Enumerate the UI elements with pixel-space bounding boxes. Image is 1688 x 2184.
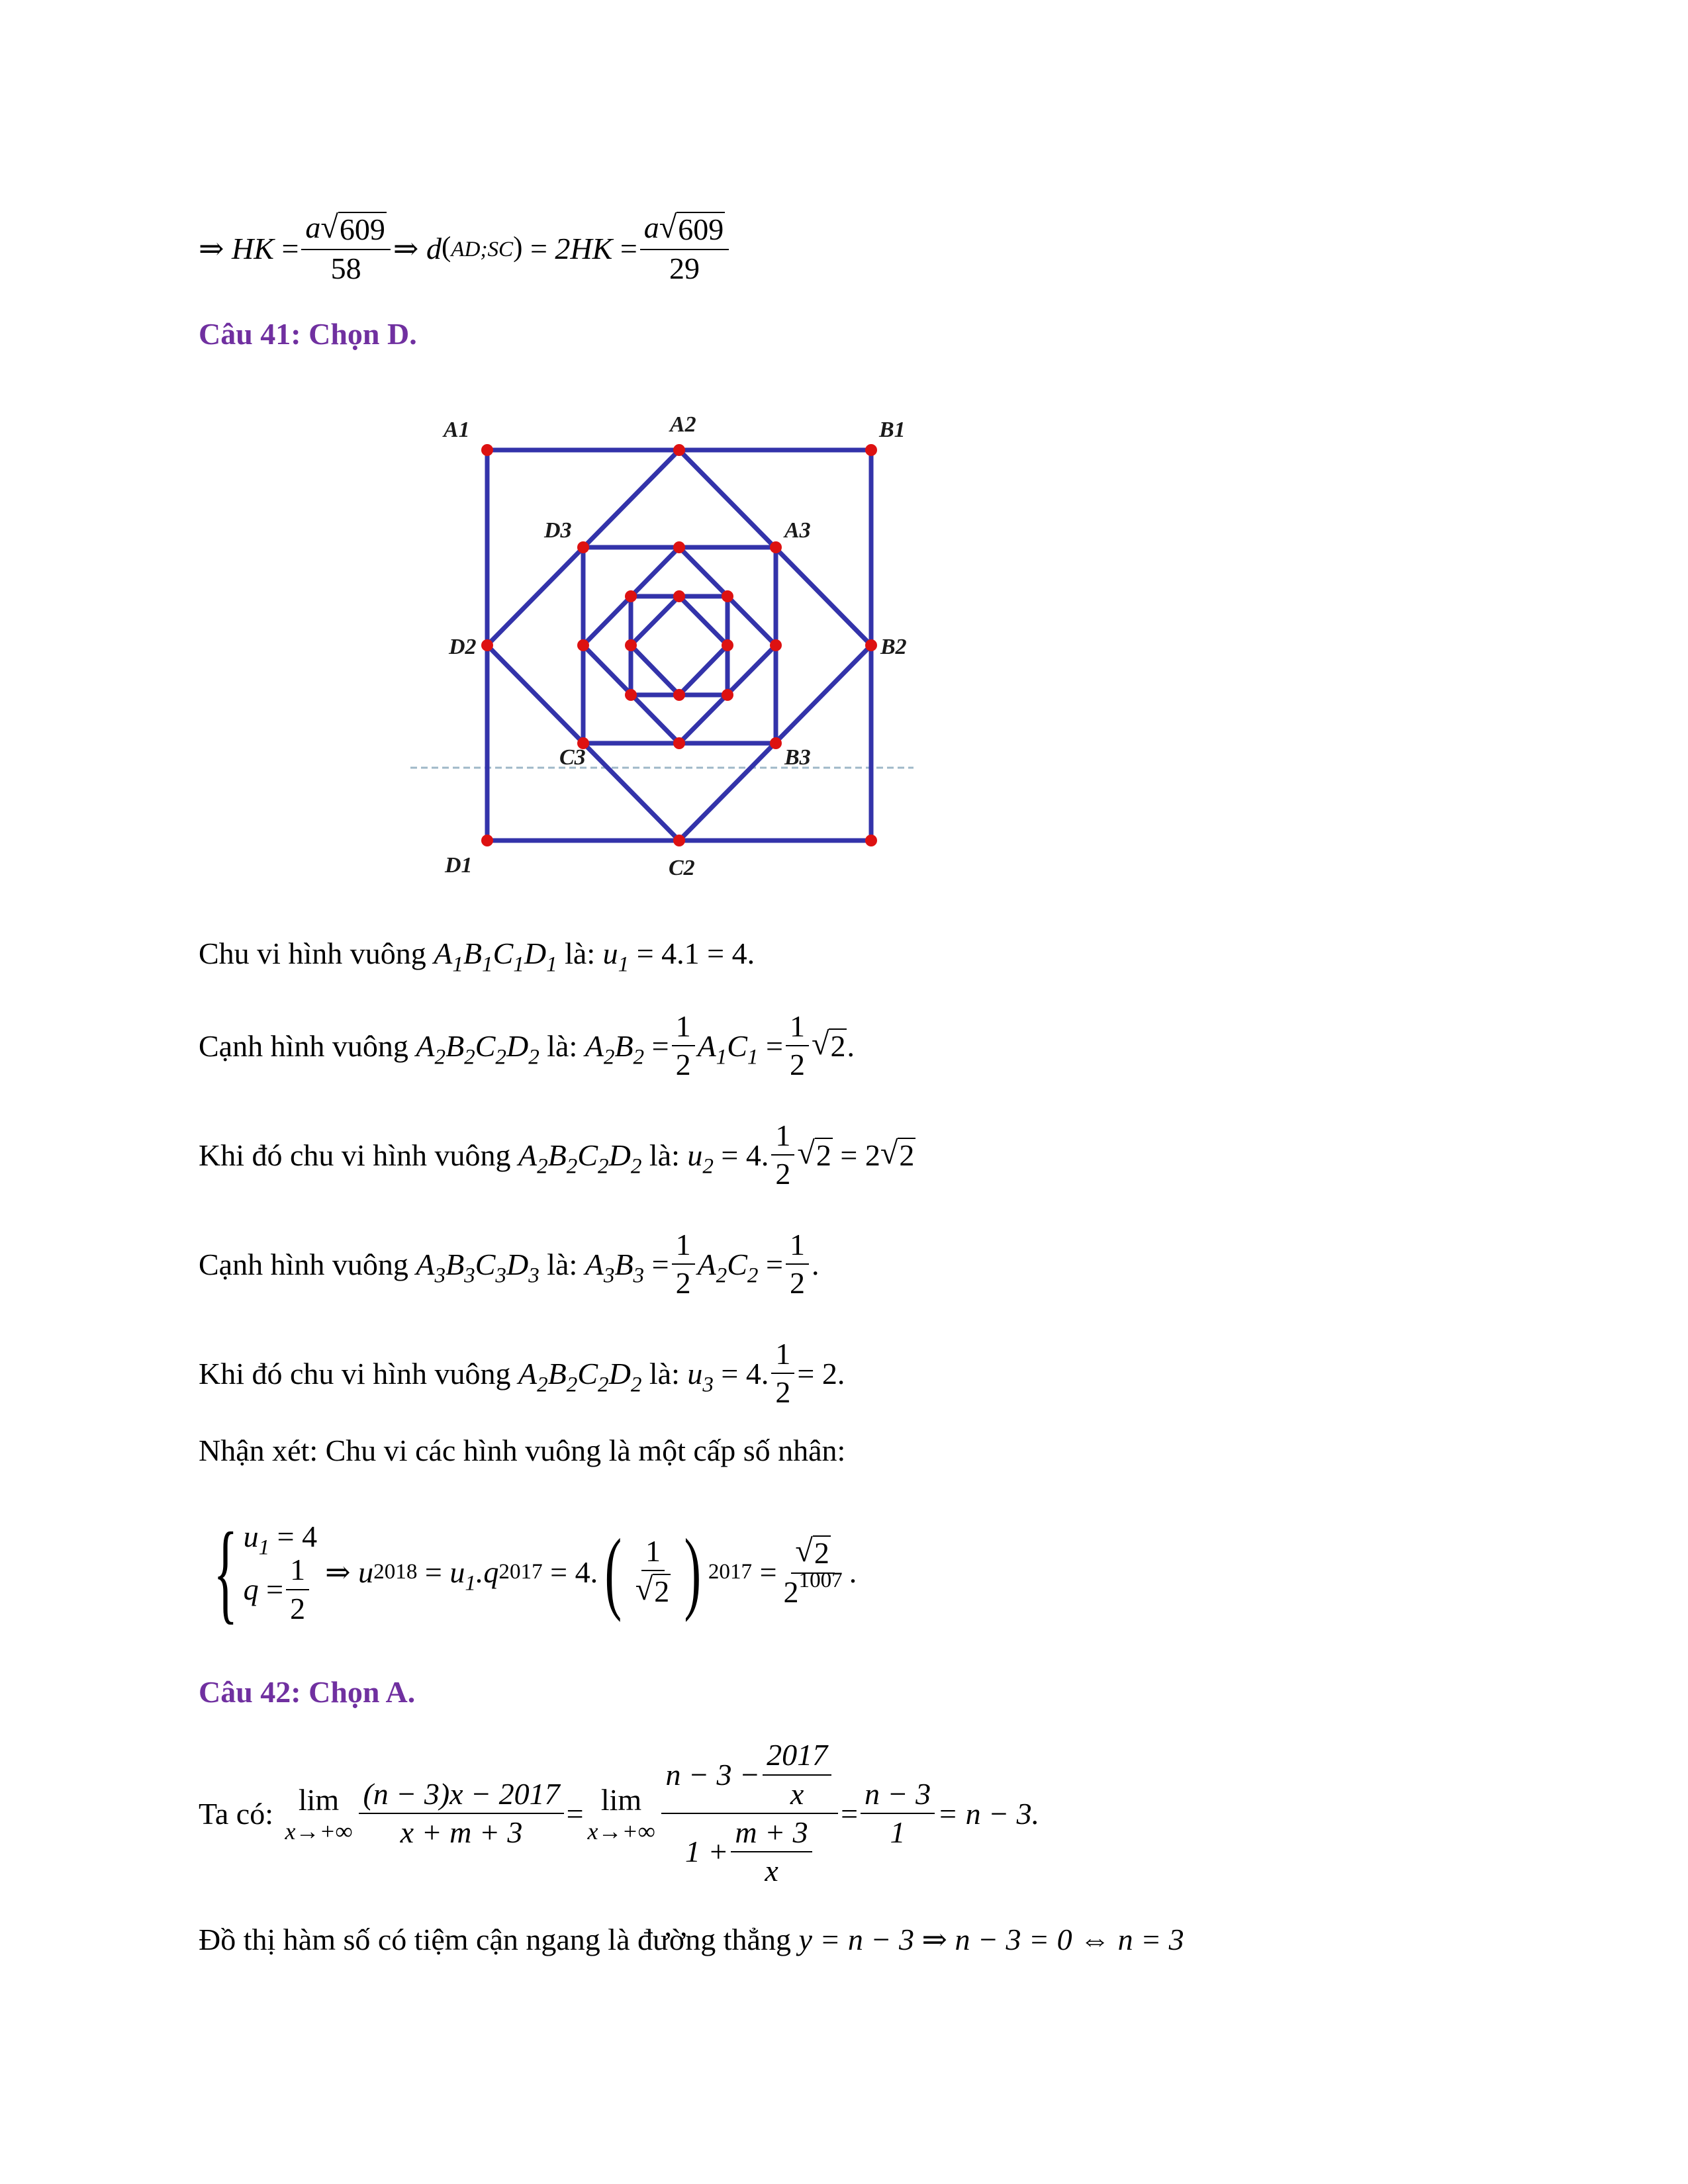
label-c3: C3 (559, 745, 586, 770)
hk-fraction: a √ 609 58 (301, 212, 391, 285)
line-side-a3b3: Cạnh hình vuông $A_3B_3C_3D_3$ là: $A_3B_3$ = $\frac{1}{2}$ $A_2C_2$ = $\frac{1}{2}$ . (199, 1227, 820, 1300)
line-perimeter-u2: Khi đó chu vi hình vuông $A_2B_2C_2D_2$ là: $u_2$ = 4. $\frac{1}{2}$ √ 2 = 2 √ 2 (199, 1118, 915, 1191)
result-tail: = n − 3. (937, 1796, 1040, 1831)
exponent-1007: 1007 (798, 1567, 843, 1592)
square-4 (583, 547, 776, 743)
nested-denominator-prefix: 1 + (684, 1835, 729, 1869)
line5-tail: là: (649, 1356, 680, 1390)
denominator-29: 29 (669, 251, 700, 286)
line1-text: Chu vi hình vuông (199, 936, 426, 970)
question-42-heading: Câu 42: Chọn A. (199, 1675, 416, 1709)
line2-text: Cạnh hình vuông (199, 1028, 408, 1063)
question-41-heading: Câu 41: Chọn D. (199, 317, 417, 351)
nested-squares-figure (397, 397, 940, 900)
label-d3: D3 (544, 518, 572, 543)
nested-numerator-prefix: n − 3 − (665, 1757, 761, 1792)
var-a: a (305, 210, 321, 244)
frac-m3: m + 3 (731, 1817, 812, 1852)
line-perimeter-u1: Chu vi hình vuông $A_1B_1C_1D_1$ là: $u_1$ = 4.1 = 4. (199, 936, 755, 977)
label-d2: D2 (449, 635, 477, 659)
line-perimeter-u3: Khi đó chu vi hình vuông $A_2B_2C_2D_2$ là: $u_3$ = 4. $\frac{1}{2}$ = 2. (199, 1336, 845, 1409)
square-1 (487, 450, 871, 841)
frac-2017: 2017 (763, 1739, 831, 1775)
line-side-a2b2: Cạnh hình vuông $A_2B_2C_2D_2$ là: $A_2B_2$ = $\frac{1}{2}$ $A_1C_1$ = $\frac{1}{2}$ √ 2 . (199, 1009, 855, 1081)
denominator-58: 58 (330, 251, 361, 286)
label-d1: D1 (445, 853, 473, 878)
result-fraction: a √ 609 29 (640, 212, 729, 285)
square-2 (487, 450, 871, 841)
two-hk: 2HK (555, 231, 613, 265)
limit-denominator: x + m + 3 (400, 1815, 523, 1849)
ta-co-label: Ta có: (199, 1796, 274, 1831)
sequence-system: { $u_1 = 4$ q = $\frac{1}{2}$ ⇒ u 2018 = $u_1.q$ 2017 = 4. ( 1 √ 2 ) 2017 = √ 2 $2^{1007}$ . (213, 1510, 857, 1634)
radicand-609: 609 (339, 212, 385, 246)
conclusion-text: Đồ thị hàm số có tiệm cận ngang là đường thẳng (199, 1922, 791, 1956)
line5-text: Khi đó chu vi hình vuông (199, 1356, 511, 1390)
line3-text: Khi đó chu vi hình vuông (199, 1138, 511, 1172)
equals-sign: = (620, 231, 637, 265)
limit-computation: Ta có: lim x→+∞ $\frac{(n - 3)x - 2017}{x + m + 3}$ = lim x→+∞ n − 3 − $\frac{2017}{x}$ 1 + $\frac{m + 3}{x}$ = $\frac{n - 3}{1}$ = n − 3. (199, 1738, 1040, 1888)
square-3 (583, 547, 776, 743)
line4-tail: là: (547, 1247, 578, 1281)
label-b1: B1 (879, 418, 906, 442)
square-5 (631, 596, 727, 695)
remark-geometric-sequence: Nhận xét: Chu vi các hình vuông là một cấp số nhân: (199, 1433, 846, 1467)
implies-symbol: ⇒ (199, 232, 224, 265)
label-c2: C2 (669, 856, 695, 880)
line1-tail: là: (565, 936, 596, 970)
hk-label: HK (232, 231, 274, 265)
line1-result: = 4.1 = 4. (636, 936, 755, 970)
square-6 (631, 596, 727, 695)
result-denominator: 1 (890, 1815, 906, 1849)
result-numerator: n − 3 (861, 1778, 935, 1814)
label-a2: A2 (670, 412, 696, 437)
label-b2: B2 (880, 635, 907, 659)
hk-formula: ⇒ HK = a √ 609 58 ⇒ d (AD;SC) = 2HK = a √ 609 29 (199, 202, 731, 295)
frac-x: x (790, 1776, 804, 1811)
conclusion-math: y = n − 3 ⇒ n − 3 = 0 ⇔ n = 3 (798, 1923, 1184, 1956)
equals-sign: = (281, 231, 299, 265)
label-b3: B3 (784, 745, 811, 770)
distance-d: d (426, 231, 442, 265)
lim-subscript: x→+∞ (285, 1817, 353, 1844)
lim-operator: lim (298, 1782, 340, 1817)
label-a3: A3 (784, 518, 811, 543)
implies-symbol: ⇒ (393, 232, 419, 265)
equals-sign: = (530, 231, 547, 265)
line2-tail: là: (547, 1028, 578, 1063)
asymptote-conclusion (199, 1916, 1184, 1962)
limit-numerator: (n − 3)x − 2017 (359, 1778, 563, 1814)
label-a1: A1 (444, 418, 470, 442)
distance-subscript: AD;SC (451, 236, 514, 261)
line3-tail: là: (649, 1138, 680, 1172)
vertex-points (481, 444, 877, 846)
line4-text: Cạnh hình vuông (199, 1247, 408, 1281)
